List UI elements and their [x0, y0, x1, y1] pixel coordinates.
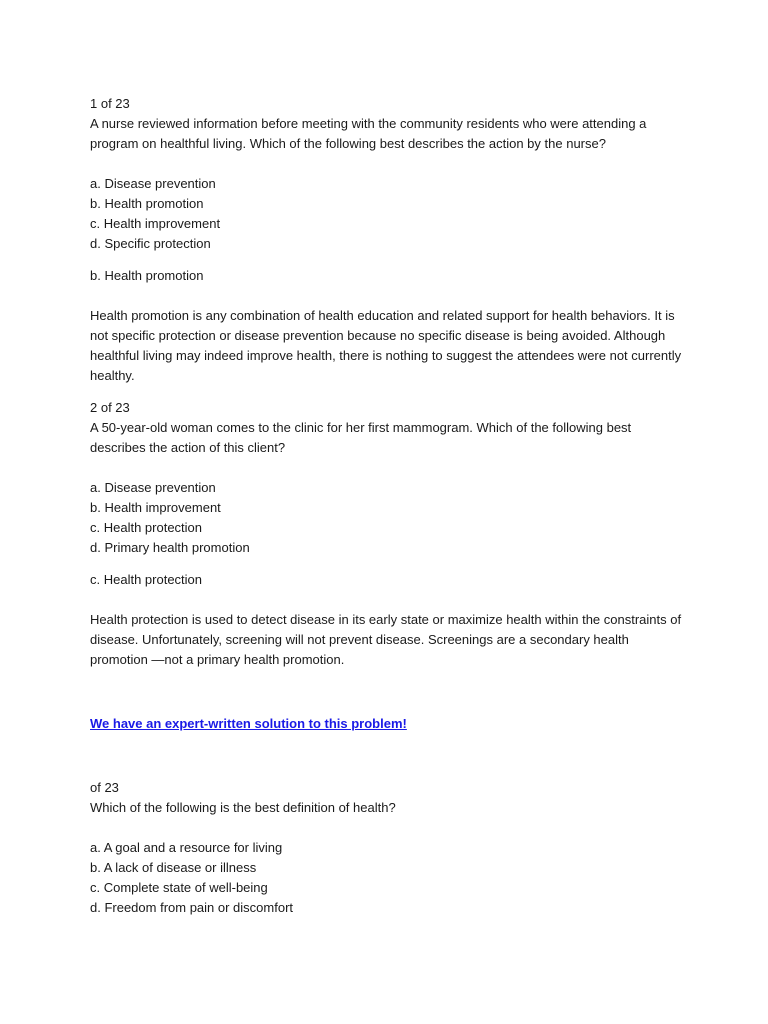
option-item: a. Disease prevention [90, 480, 216, 495]
answer-text: b. Health promotion [90, 268, 204, 283]
question-counter: 2 of 23 [90, 400, 130, 415]
question-2 [90, 398, 690, 670]
option-list [90, 174, 690, 254]
question-3 [90, 778, 690, 918]
option-item: b. Health improvement [90, 500, 221, 515]
question-1 [90, 94, 690, 386]
option-item: b. Health promotion [90, 196, 204, 211]
option-list [90, 838, 690, 918]
option-item: a. Disease prevention [90, 176, 216, 191]
question-prompt: A 50-year-old woman comes to the clinic for her first mammogram. Which of the following best describes the action of this client? [90, 420, 632, 455]
question-prompt: Which of the following is the best definition of health? [90, 800, 396, 815]
answer-text: c. Health protection [90, 572, 203, 587]
option-item: c. Health protection [90, 520, 203, 535]
option-item: c. Complete state of well-being [90, 880, 268, 895]
option-item: a. A goal and a resource for living [90, 840, 283, 855]
question-prompt: A nurse reviewed information before meeting with the community residents who were attending a program on healthful living. Which of the following best describes the action by the nurse? [90, 116, 647, 151]
option-item: d. Primary health promotion [90, 540, 250, 555]
document-body [90, 94, 690, 918]
explanation-text: Health promotion is any combination of health education and related support for health behaviors. It is not specific protection or disease prevention because no specific disease is being avoided. Although healthful living may indeed improve health, there is nothing to suggest the attendees were not currently healthy. [90, 308, 682, 383]
option-item: b. A lack of disease or illness [90, 860, 257, 875]
expert-solution-link[interactable]: We have an expert-written solution to this problem! [90, 716, 407, 731]
option-list [90, 478, 690, 558]
option-item: d. Specific protection [90, 236, 211, 251]
option-item: d. Freedom from pain or discomfort [90, 900, 294, 915]
question-counter: of 23 [90, 780, 119, 795]
option-item: c. Health improvement [90, 216, 221, 231]
question-counter: 1 of 23 [90, 96, 130, 111]
explanation-text: Health protection is used to detect disease in its early state or maximize health within the constraints of disease. Unfortunately, screening will not prevent disease. Screenings are a secondary health promotion —not a primary health promotion. [90, 612, 682, 667]
